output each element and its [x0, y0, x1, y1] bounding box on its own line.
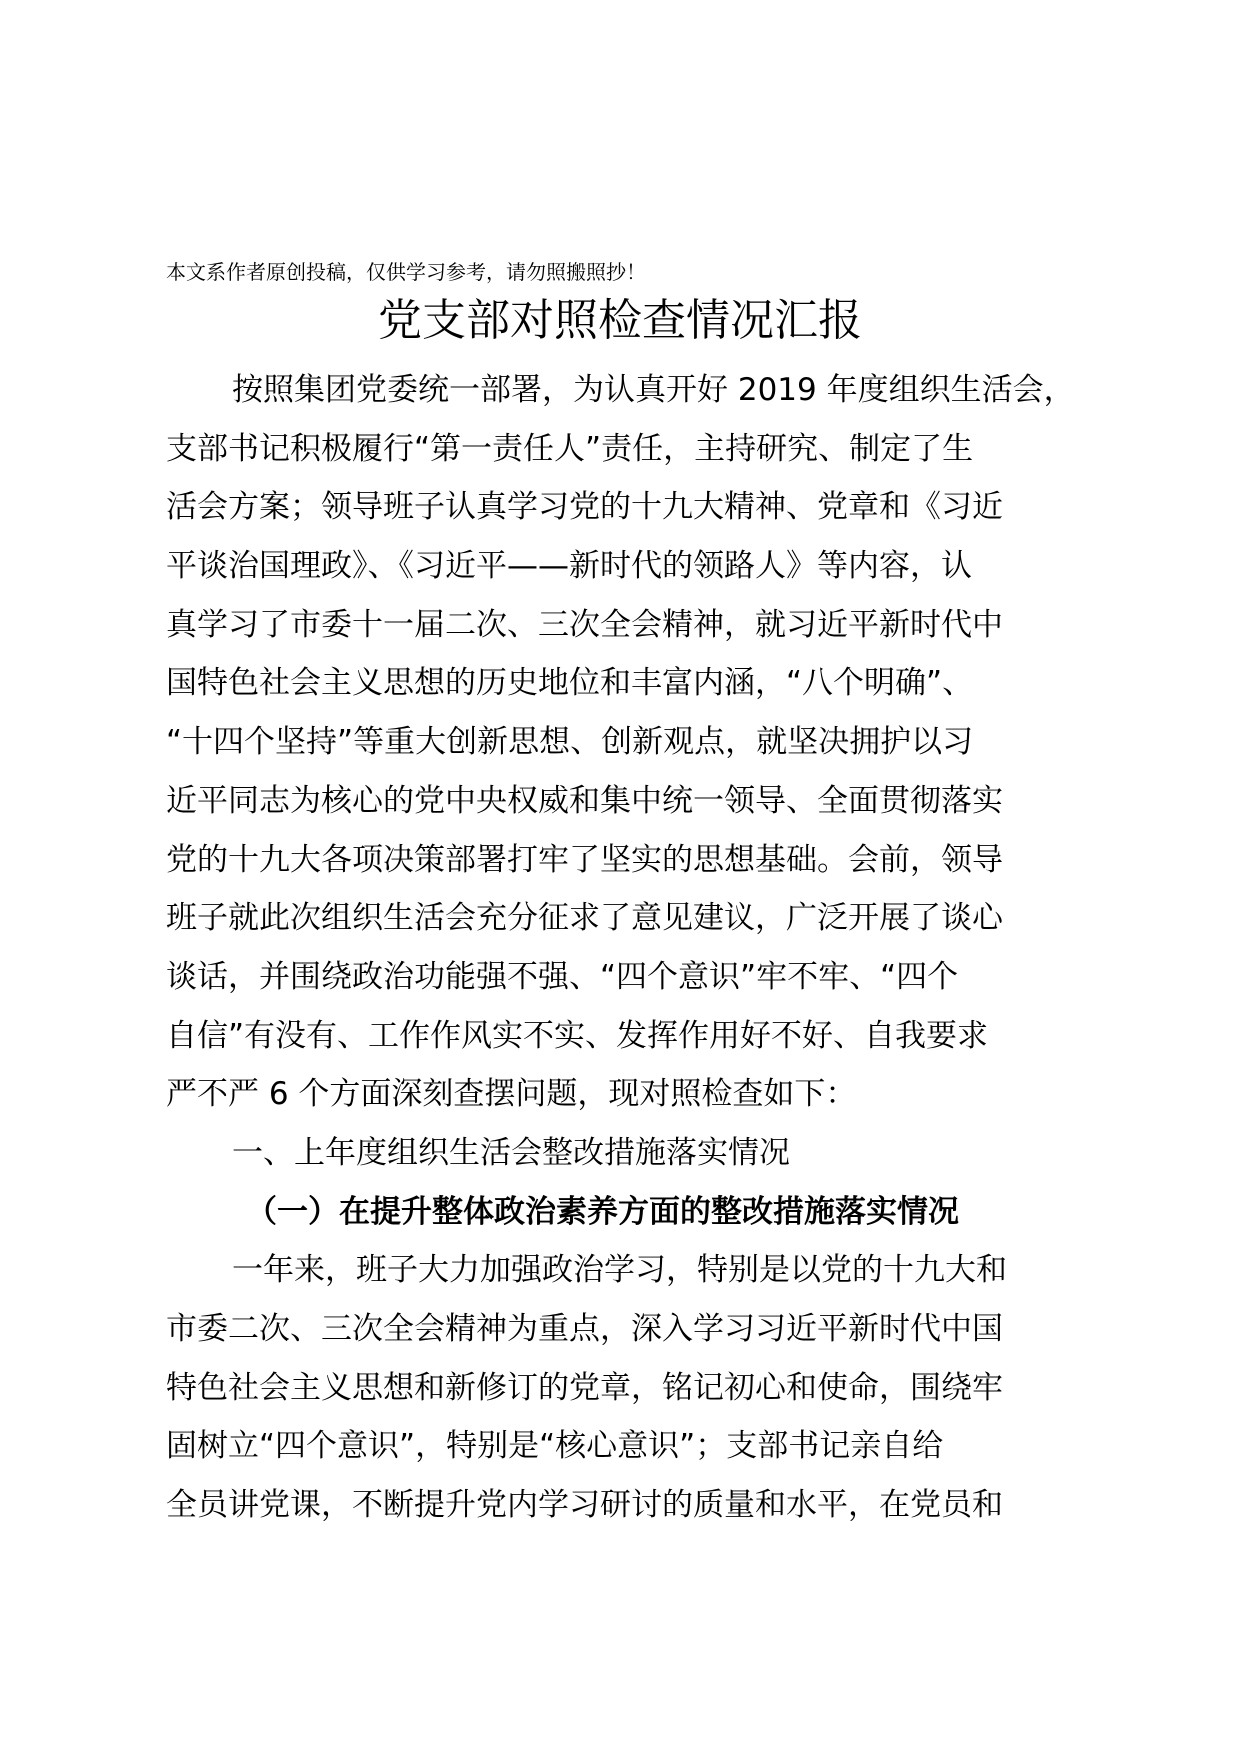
- copyright-notice: 本文系作者原创投稿，仅供学习参考，请勿照搬照抄！: [166, 260, 646, 284]
- paragraph-line: 活会方案；领导班子认真学习党的十九大精神、党章和《习近: [166, 489, 1003, 526]
- paragraph-line: 近平同志为核心的党中央权威和集中统一领导、全面贯彻落实: [166, 782, 1003, 819]
- paragraph-line: 支部书记积极履行“第一责任人”责任，主持研究、制定了生: [166, 430, 974, 467]
- paragraph-line: 一年来，班子大力加强政治学习，特别是以党的十九大和: [232, 1252, 1007, 1289]
- paragraph-line: 固树立“四个意识”，特别是“核心意识”；支部书记亲自给: [166, 1428, 944, 1465]
- paragraph-line: 自信”有没有、工作作风实不实、发挥作用好不好、自我要求: [166, 1017, 989, 1054]
- paragraph-line: “十四个坚持”等重大创新思想、创新观点，就坚决拥护以习: [166, 724, 974, 761]
- document-title: 党支部对照检查情况汇报: [378, 295, 862, 346]
- section-heading: 一、上年度组织生活会整改措施落实情况: [232, 1134, 790, 1171]
- paragraph-line: 按照集团党委统一部署，为认真开好 2019 年度组织生活会，: [232, 372, 1075, 408]
- paragraph-line: 市委二次、三次全会精神为重点，深入学习习近平新时代中国: [166, 1311, 1003, 1347]
- subsection-heading: （一）在提升整体政治素养方面的整改措施落实情况: [246, 1193, 959, 1230]
- paragraph-line: 真学习了市委十一届二次、三次全会精神，就习近平新时代中: [166, 606, 1003, 643]
- paragraph-line: 班子就此次组织生活会充分征求了意见建议，广泛开展了谈心: [166, 900, 1003, 937]
- paragraph-line: 国特色社会主义思想的历史地位和丰富内涵，“八个明确”、: [166, 665, 974, 702]
- paragraph-line: 党的十九大各项决策部署打牢了坚实的思想基础。会前，领导: [166, 841, 1003, 878]
- paragraph-line: 平谈治国理政》、《习近平——新时代的领路人》等内容，认: [166, 548, 972, 585]
- document-body: [166, 361, 1086, 1535]
- paragraph-line: 特色社会主义思想和新修订的党章，铭记初心和使命，围绕牢: [166, 1369, 1003, 1406]
- paragraph-line: 全员讲党课，不断提升党内学习研讨的质量和水平，在党员和: [166, 1487, 1003, 1524]
- paragraph-line: 谈话，并围绕政治功能强不强、“四个意识”牢不牢、“四个: [166, 958, 959, 995]
- paragraph-line: 严不严 6 个方面深刻查摆问题，现对照检查如下：: [166, 1076, 857, 1113]
